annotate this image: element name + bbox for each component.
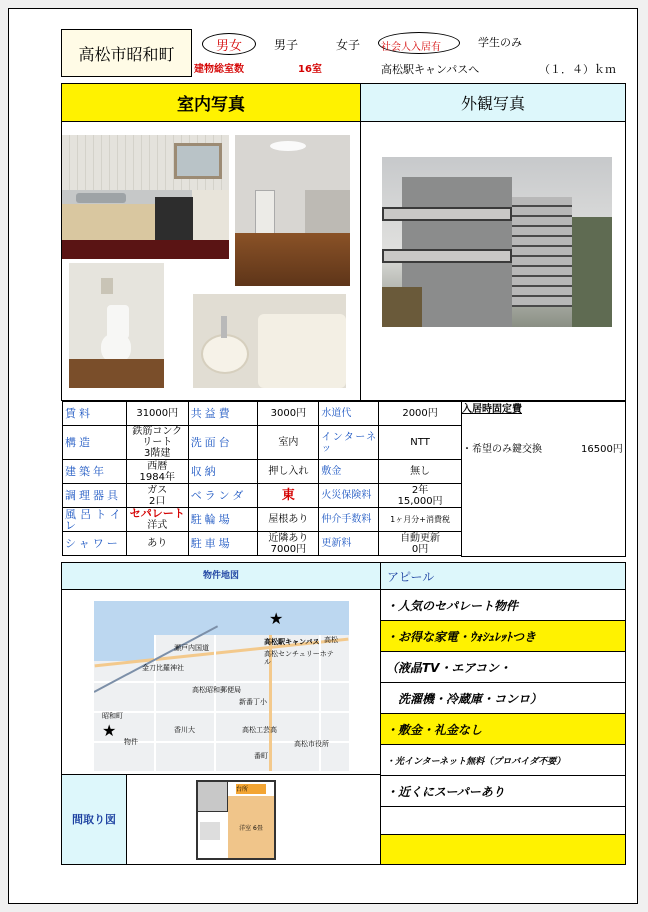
spec-label: 調理器具: [63, 484, 127, 508]
spec-row: [63, 460, 462, 484]
exterior-photo: [382, 157, 612, 327]
room-photo: [235, 135, 350, 286]
students-only: 学生のみ: [478, 36, 522, 49]
spec-row: [63, 402, 462, 426]
map-label: 高松: [324, 636, 338, 644]
spec-label: 水道代: [319, 402, 379, 426]
spec-label: 仲介手数料: [319, 508, 379, 532]
building-rooms-label: 建物総室数: [194, 64, 244, 75]
map-label: 高松センチュリーホテル: [264, 650, 334, 666]
appeal-item: ・近くにスーパーあり: [380, 775, 625, 806]
appeal-item: （液晶TV・エアコン・: [380, 651, 625, 682]
worker-ok: 社会人入居有: [381, 42, 441, 53]
spec-label: 建築年: [63, 460, 127, 484]
spec-value: あり: [126, 532, 188, 556]
spec-label: 火災保険料: [319, 484, 379, 508]
fixed-costs-amount: 16500円: [581, 444, 623, 455]
spec-value: ガス 2口: [126, 484, 188, 508]
toilet-photo: [69, 263, 164, 388]
appeal-item: ・敷金・礼金なし: [380, 713, 625, 744]
map-label: 高松工芸高: [242, 726, 277, 734]
spec-label: 賃料: [63, 402, 127, 426]
map-label: 高松昭和郵便局: [192, 686, 241, 694]
property-sheet: [8, 8, 638, 904]
appeal-item: ・お得な家電・ｳｫｼｭﾚｯﾄつき: [380, 620, 625, 651]
spec-row: [63, 426, 462, 460]
spec-value: 屋根あり: [258, 508, 319, 532]
map-label: 金刀比羅神社: [142, 664, 184, 672]
spec-value: 近隣あり 7000円: [258, 532, 319, 556]
spec-value: 1ヶ月分+消費税: [379, 508, 462, 532]
interior-photos-heading: 室内写真: [61, 83, 361, 122]
spec-value: 東: [258, 484, 319, 508]
spec-value: 室内: [258, 426, 319, 460]
spec-value: セパレート 洋式: [126, 508, 188, 532]
floorplan-drawing: [196, 780, 276, 860]
appeal-item: 洗濯機・冷蔵庫・コンロ）: [380, 682, 625, 713]
gender-circled: 男女: [202, 33, 256, 55]
spec-label: 駐車場: [188, 532, 258, 556]
spec-row: [63, 484, 462, 508]
map-label: 香川大: [174, 726, 195, 734]
spec-label: シャワー: [63, 532, 127, 556]
area-name: 高松市昭和町: [61, 29, 192, 77]
appeal-title: アピール: [380, 562, 626, 590]
spec-value: 無し: [379, 460, 462, 484]
spec-label: 収納: [188, 460, 258, 484]
spec-label: 風呂トイレ: [63, 508, 127, 532]
kitchen-photo: [62, 135, 229, 259]
fixed-costs-title: 入居時固定費: [462, 404, 522, 415]
map-label: 新番丁小: [239, 698, 267, 706]
separate-highlight: セパレート: [129, 507, 185, 520]
spec-value: 鉄筋コンクリート 3階建: [126, 426, 188, 460]
spec-label: 駐輪場: [188, 508, 258, 532]
bathroom-photo: [193, 294, 346, 388]
appeal-item-blank: [380, 834, 625, 865]
spec-value: 31000円: [126, 402, 188, 426]
appeal-item: ・光インターネット無料（プロバイダ不要）: [380, 744, 625, 775]
spec-value: 自動更新 0円: [379, 532, 462, 556]
spec-value: NTT: [379, 426, 462, 460]
spec-label: インターネッ: [319, 426, 379, 460]
property-star-icon: ★: [102, 721, 117, 740]
map-label: 瀬戸内国道: [174, 644, 209, 652]
floorplan-title: 間取り図: [61, 774, 127, 865]
spec-label: 構造: [63, 426, 127, 460]
room-label: 洋室 6畳: [228, 796, 274, 858]
female-option: 女子: [336, 38, 361, 52]
map-label: 高松駅キャンパス: [264, 638, 320, 646]
spec-value: 3000円: [258, 402, 319, 426]
spec-label: 敷金: [319, 460, 379, 484]
distance-label: 高松駅キャンパスへ: [381, 63, 480, 76]
spec-label: 共益費: [188, 402, 258, 426]
spec-label: ベランダ: [188, 484, 258, 508]
map-title: 物件地図: [61, 562, 381, 590]
spec-value: 西暦 1984年: [126, 460, 188, 484]
spec-value: 押し入れ: [258, 460, 319, 484]
kitchen-label: 台所: [236, 784, 266, 794]
appeal-item: ・人気のセパレート物件: [380, 589, 625, 620]
fixed-costs-item: ・希望のみ鍵交換: [462, 444, 542, 455]
map-label: 物件: [124, 738, 138, 746]
spec-label: 洗面台: [188, 426, 258, 460]
exterior-photos-heading: 外観写真: [360, 83, 626, 122]
appeal-item-blank: [380, 806, 625, 834]
spec-label: 更新料: [319, 532, 379, 556]
map-label: 高松市役所: [294, 740, 329, 748]
fixed-costs-box: [461, 401, 626, 557]
property-map: [94, 601, 349, 771]
spec-row: [63, 508, 462, 532]
male-option: 男子: [274, 38, 299, 52]
campus-star-icon: ★: [269, 609, 284, 628]
spec-value: 2年 15,000円: [379, 484, 462, 508]
building-rooms-value: 16室: [298, 64, 322, 75]
distance-value: （１．４）ｋｍ: [539, 63, 616, 76]
spec-table: [62, 401, 462, 556]
map-label: 番町: [254, 752, 268, 760]
map-label: 昭和町: [102, 712, 123, 720]
spec-row: [63, 532, 462, 556]
spec-value: 2000円: [379, 402, 462, 426]
